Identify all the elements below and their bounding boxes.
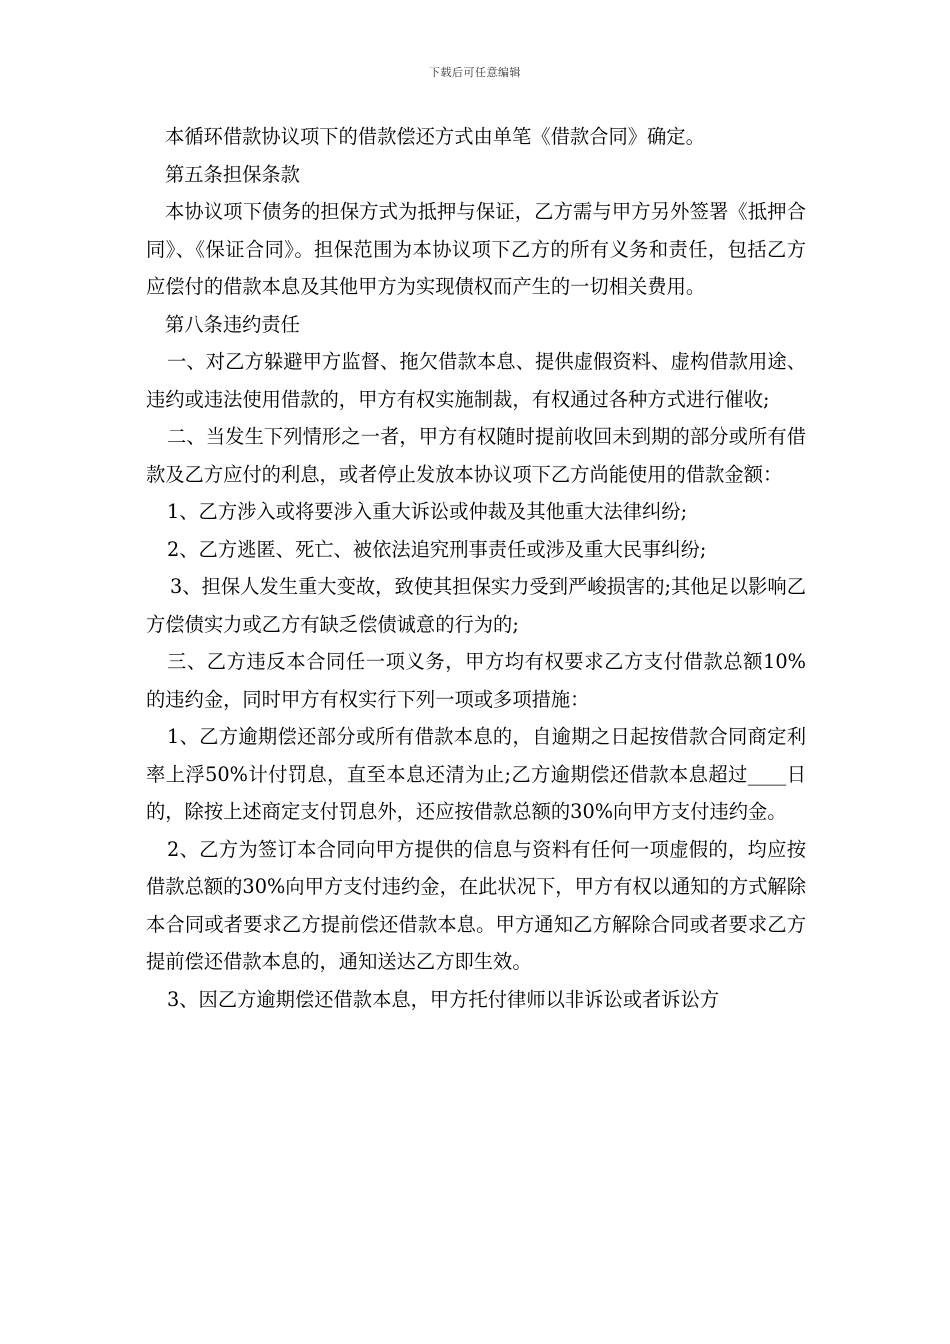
paragraph-breach-item-1: 一、对乙方躲避甲方监督、拖欠借款本息、提供虚假资料、虚构借款用途、违约或违法使用借款的，甲方有权实施制裁，有权通过各种方式进行催收; [146,350,806,411]
list-item-3-2: 2、乙方为签订本合同向甲方提供的信息与资料有任何一项虚假的，均应按借款总额的30%向甲方支付违约金，在此状况下，甲方有权以通知的方式解除本合同或者要求乙方提前偿还借款本息。甲方通知乙方解除合同或者要求乙方提前偿还借款本息的，通知送达乙方即生效。 [146,837,806,973]
list-item-2-3: 3、担保人发生重大变故，致使其担保实力受到严峻损害的;其他足以影响乙方偿债实力或乙方有缺乏偿债诚意的行为的; [146,575,806,636]
paragraph-breach-item-3: 三、乙方违反本合同任一项义务，甲方均有权要求乙方支付借款总额10%的违约金，同时甲方有权实行下列一项或多项措施： [146,650,806,711]
list-item-2-2: 2、乙方逃匿、死亡、被依法追究刑事责任或涉及重大民事纠纷; [167,537,707,561]
paragraph-guarantee-terms: 本协议项下债务的担保方式为抵押与保证，乙方需与甲方另外签署《抵押合同》、《保证合同》。担保范围为本协议项下乙方的所有义务和责任，包括乙方应偿付的借款本息及其他甲方为实现债权而产生的一切相关费用。 [146,200,806,298]
paragraph-breach-item-2: 二、当发生下列情形之一者，甲方有权随时提前收回未到期的部分或所有借款及乙方应付的利息，或者停止发放本协议项下乙方尚能使用的借款金额： [146,425,806,486]
list-item-2-1: 1、乙方涉入或将要涉入重大诉讼或仲裁及其他重大法律纠纷; [167,500,688,523]
document-body [146,118,806,1018]
page-header: 下载后可任意编辑 [429,66,521,79]
list-item-3-3: 3、因乙方逾期偿还借款本息，甲方托付律师以非诉讼或者诉讼方 [167,987,720,1011]
heading-article-5: 第五条担保条款 [165,162,300,186]
list-item-3-1: 1、乙方逾期偿还部分或所有借款本息的，自逾期之日起按借款合同商定利率上浮50%计付罚息，直至本息还清为止;乙方逾期偿还借款本息超过____日的，除按上述商定支付罚息外，还应按借款总额的30%向甲方支付违约金。 [146,725,806,823]
paragraph-repayment-method: 本循环借款协议项下的借款偿还方式由单笔《借款合同》确定。 [165,125,705,148]
heading-article-8: 第八条违约责任 [165,312,300,336]
